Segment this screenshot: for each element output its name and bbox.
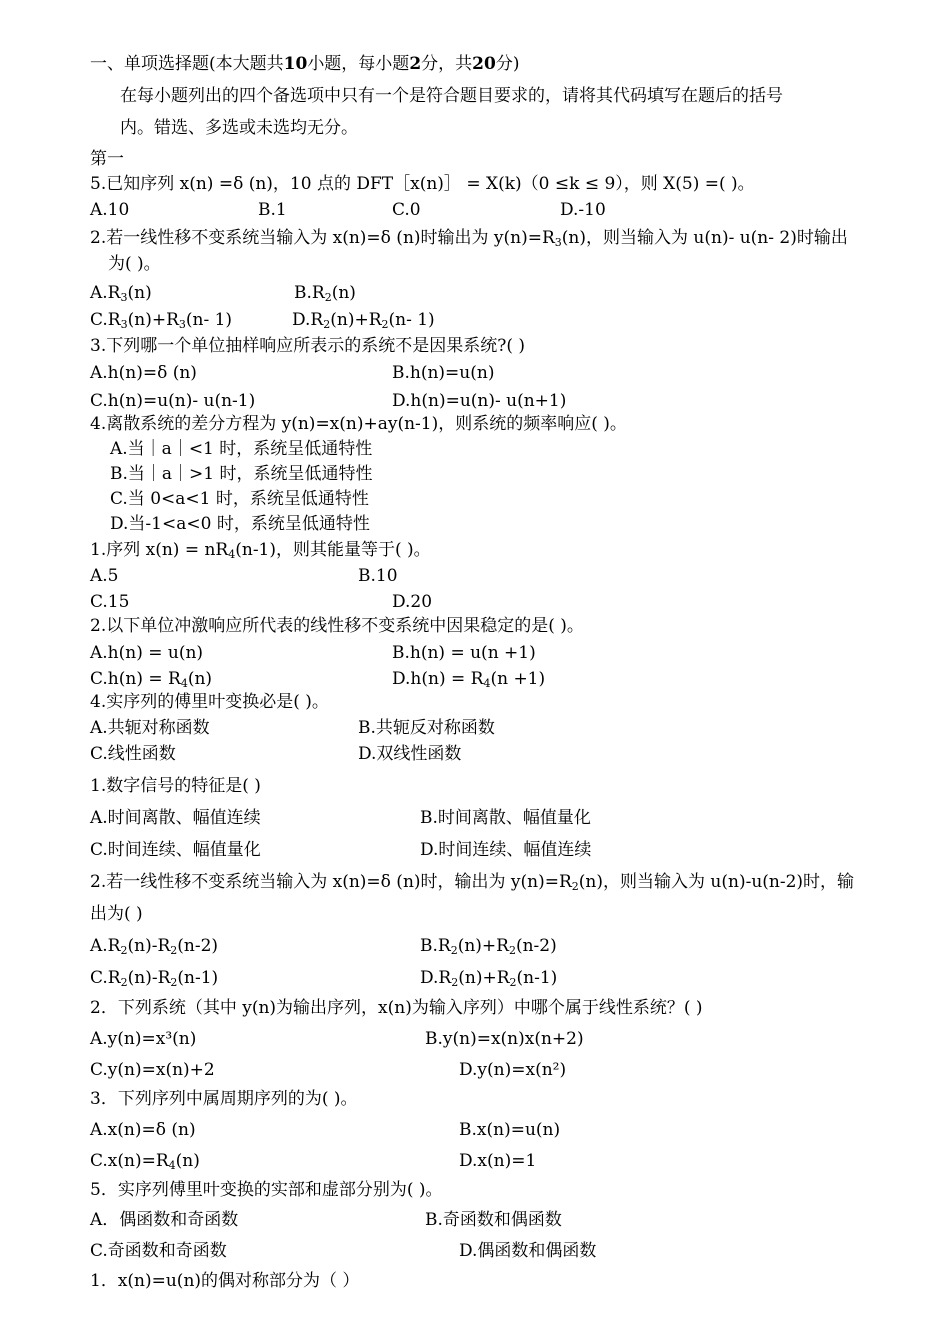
option-d: D.h(n)=u(n)- u(n+1) <box>392 391 567 411</box>
option-c: C.0 <box>392 200 421 220</box>
option-a: A.时间离散、幅值连续 <box>90 808 261 828</box>
question-stem: 4.实序列的傅里叶变换必是( )。 <box>90 692 329 712</box>
option-a: A.5 <box>90 566 119 586</box>
option-a: A．偶函数和奇函数 <box>90 1210 239 1230</box>
option-b: B.奇函数和偶函数 <box>425 1210 562 1230</box>
option-d: D.20 <box>392 592 433 612</box>
option-d: $D.R_2(n)+R_2(n-1)$ <box>420 968 558 989</box>
option-b: B.h(n) = u(n +1) <box>392 643 536 663</box>
option-c: C.时间连续、幅值量化 <box>90 840 261 860</box>
option-c: $C.R_3(n)+R_3(n-$ 1) <box>90 310 233 331</box>
option-b: B.共轭反对称函数 <box>358 718 495 738</box>
instructions-line-2: 内。错选、多选或未选均无分。 <box>120 118 358 138</box>
section-heading: 一、单项选择题(本大题共10小题，每小题2分，共20分) <box>90 54 520 74</box>
option-d: D.-10 <box>560 200 606 220</box>
option-a: A.x(n)=δ (n) <box>90 1120 196 1140</box>
question-stem-cont: 为( )。 <box>108 254 161 274</box>
option-c: C.h(n)=u(n)- u(n-1) <box>90 391 256 411</box>
option-c: $C.R_2(n)-R_2(n-1)$ <box>90 968 219 989</box>
option-c: C.y(n)=x(n)+2 <box>90 1060 215 1080</box>
option-d: D.双线性函数 <box>358 744 462 764</box>
option-a: $A.R_2(n)-R_2(n-2)$ <box>90 936 219 957</box>
question-stem-cont: 出为( ) <box>90 904 143 924</box>
question-stem: 3.下列哪一个单位抽样响应所表示的系统不是因果系统?( ) <box>90 336 526 356</box>
option-d: D.x(n)=1 <box>459 1151 537 1171</box>
option-d: $D.R_2(n)+R_2(n-$ 1) <box>292 310 435 331</box>
option-b: B.当｜a｜>1 时，系统呈低通特性 <box>110 464 373 484</box>
question-stem: 4.离散系统的差分方程为 y(n)=x(n)+ay(n-1)，则系统的频率响应( )。 <box>90 414 627 434</box>
option-b: B.h(n)=u(n) <box>392 363 495 383</box>
option-c: C.线性函数 <box>90 744 176 764</box>
question-stem: 5.已知序列 x(n) =δ (n)，10 点的 DFT［x(n)］ = X(k)（0 ≤k ≤ 9），则 X(5) =( )。 <box>90 174 755 194</box>
question-stem: 2.若一线性移不变系统当输入为 x(n)=δ (n)时，输出为 $y(n)=R_2(n)$，则当输入为 u(n)-u(n-2)时，输 <box>90 872 855 893</box>
option-a: A.h(n) = u(n) <box>90 643 204 663</box>
option-c: $C.h(n) = R_4(n)$ <box>90 669 213 690</box>
option-a: A.y(n)=x³(n) <box>90 1029 197 1049</box>
instructions-line-1: 在每小题列出的四个备选项中只有一个是符合题目要求的，请将其代码填写在题后的括号 <box>120 86 783 106</box>
question-stem: 3．下列序列中属周期序列的为( )。 <box>90 1089 358 1109</box>
question-stem: 5．实序列傅里叶变换的实部和虚部分别为( )。 <box>90 1180 443 1200</box>
option-c: C.15 <box>90 592 130 612</box>
option-b: B.10 <box>358 566 398 586</box>
option-c: C.当 0<a<1 时，系统呈低通特性 <box>110 489 369 509</box>
section-label: 第一 <box>90 149 124 169</box>
question-stem: 2.以下单位冲激响应所代表的线性移不变系统中因果稳定的是( )。 <box>90 616 584 636</box>
option-b: $B.R_2(n)+R_2(n-2)$ <box>420 936 557 957</box>
question-stem: 1.数字信号的特征是( ) <box>90 776 261 796</box>
option-a: $A.R_3(n)$ <box>90 283 152 304</box>
option-b: B.时间离散、幅值量化 <box>420 808 591 828</box>
question-stem: 1.序列 $x(n) = nR_4(n-1)$，则其能量等于( )。 <box>90 540 431 561</box>
question-stem: 2.若一线性移不变系统当输入为 x(n)=δ (n)时输出为 $y(n)=R_3(n)$，则当输入为 u(n)- u(n- 2)时输出 <box>90 228 848 249</box>
option-a: A.h(n)=δ (n) <box>90 363 197 383</box>
question-stem: 2．下列系统（其中 y(n)为输出序列，x(n)为输入序列）中哪个属于线性系统？( ) <box>90 998 703 1018</box>
option-b: B.x(n)=u(n) <box>459 1120 561 1140</box>
option-b: B.1 <box>258 200 287 220</box>
option-a: A.共轭对称函数 <box>90 718 210 738</box>
option-b: B.y(n)=x(n)x(n+2) <box>425 1029 584 1049</box>
option-d: D.偶函数和偶函数 <box>459 1241 597 1261</box>
option-c: C.奇函数和奇函数 <box>90 1241 227 1261</box>
option-a: A.当｜a｜<1 时，系统呈低通特性 <box>110 439 373 459</box>
option-d: D.y(n)=x(n²) <box>459 1060 567 1080</box>
question-stem: 1．x(n)=u(n)的偶对称部分为（ ） <box>90 1271 360 1291</box>
option-d: D.当-1<a<0 时，系统呈低通特性 <box>110 514 370 534</box>
option-b: $B.R_2(n)$ <box>294 283 356 304</box>
option-d: $D.h(n) = R_4(n +1)$ <box>392 669 546 690</box>
option-d: D.时间连续、幅值连续 <box>420 840 592 860</box>
option-c: $C.x(n)=R_4(n)$ <box>90 1151 200 1172</box>
option-a: A.10 <box>90 200 130 220</box>
